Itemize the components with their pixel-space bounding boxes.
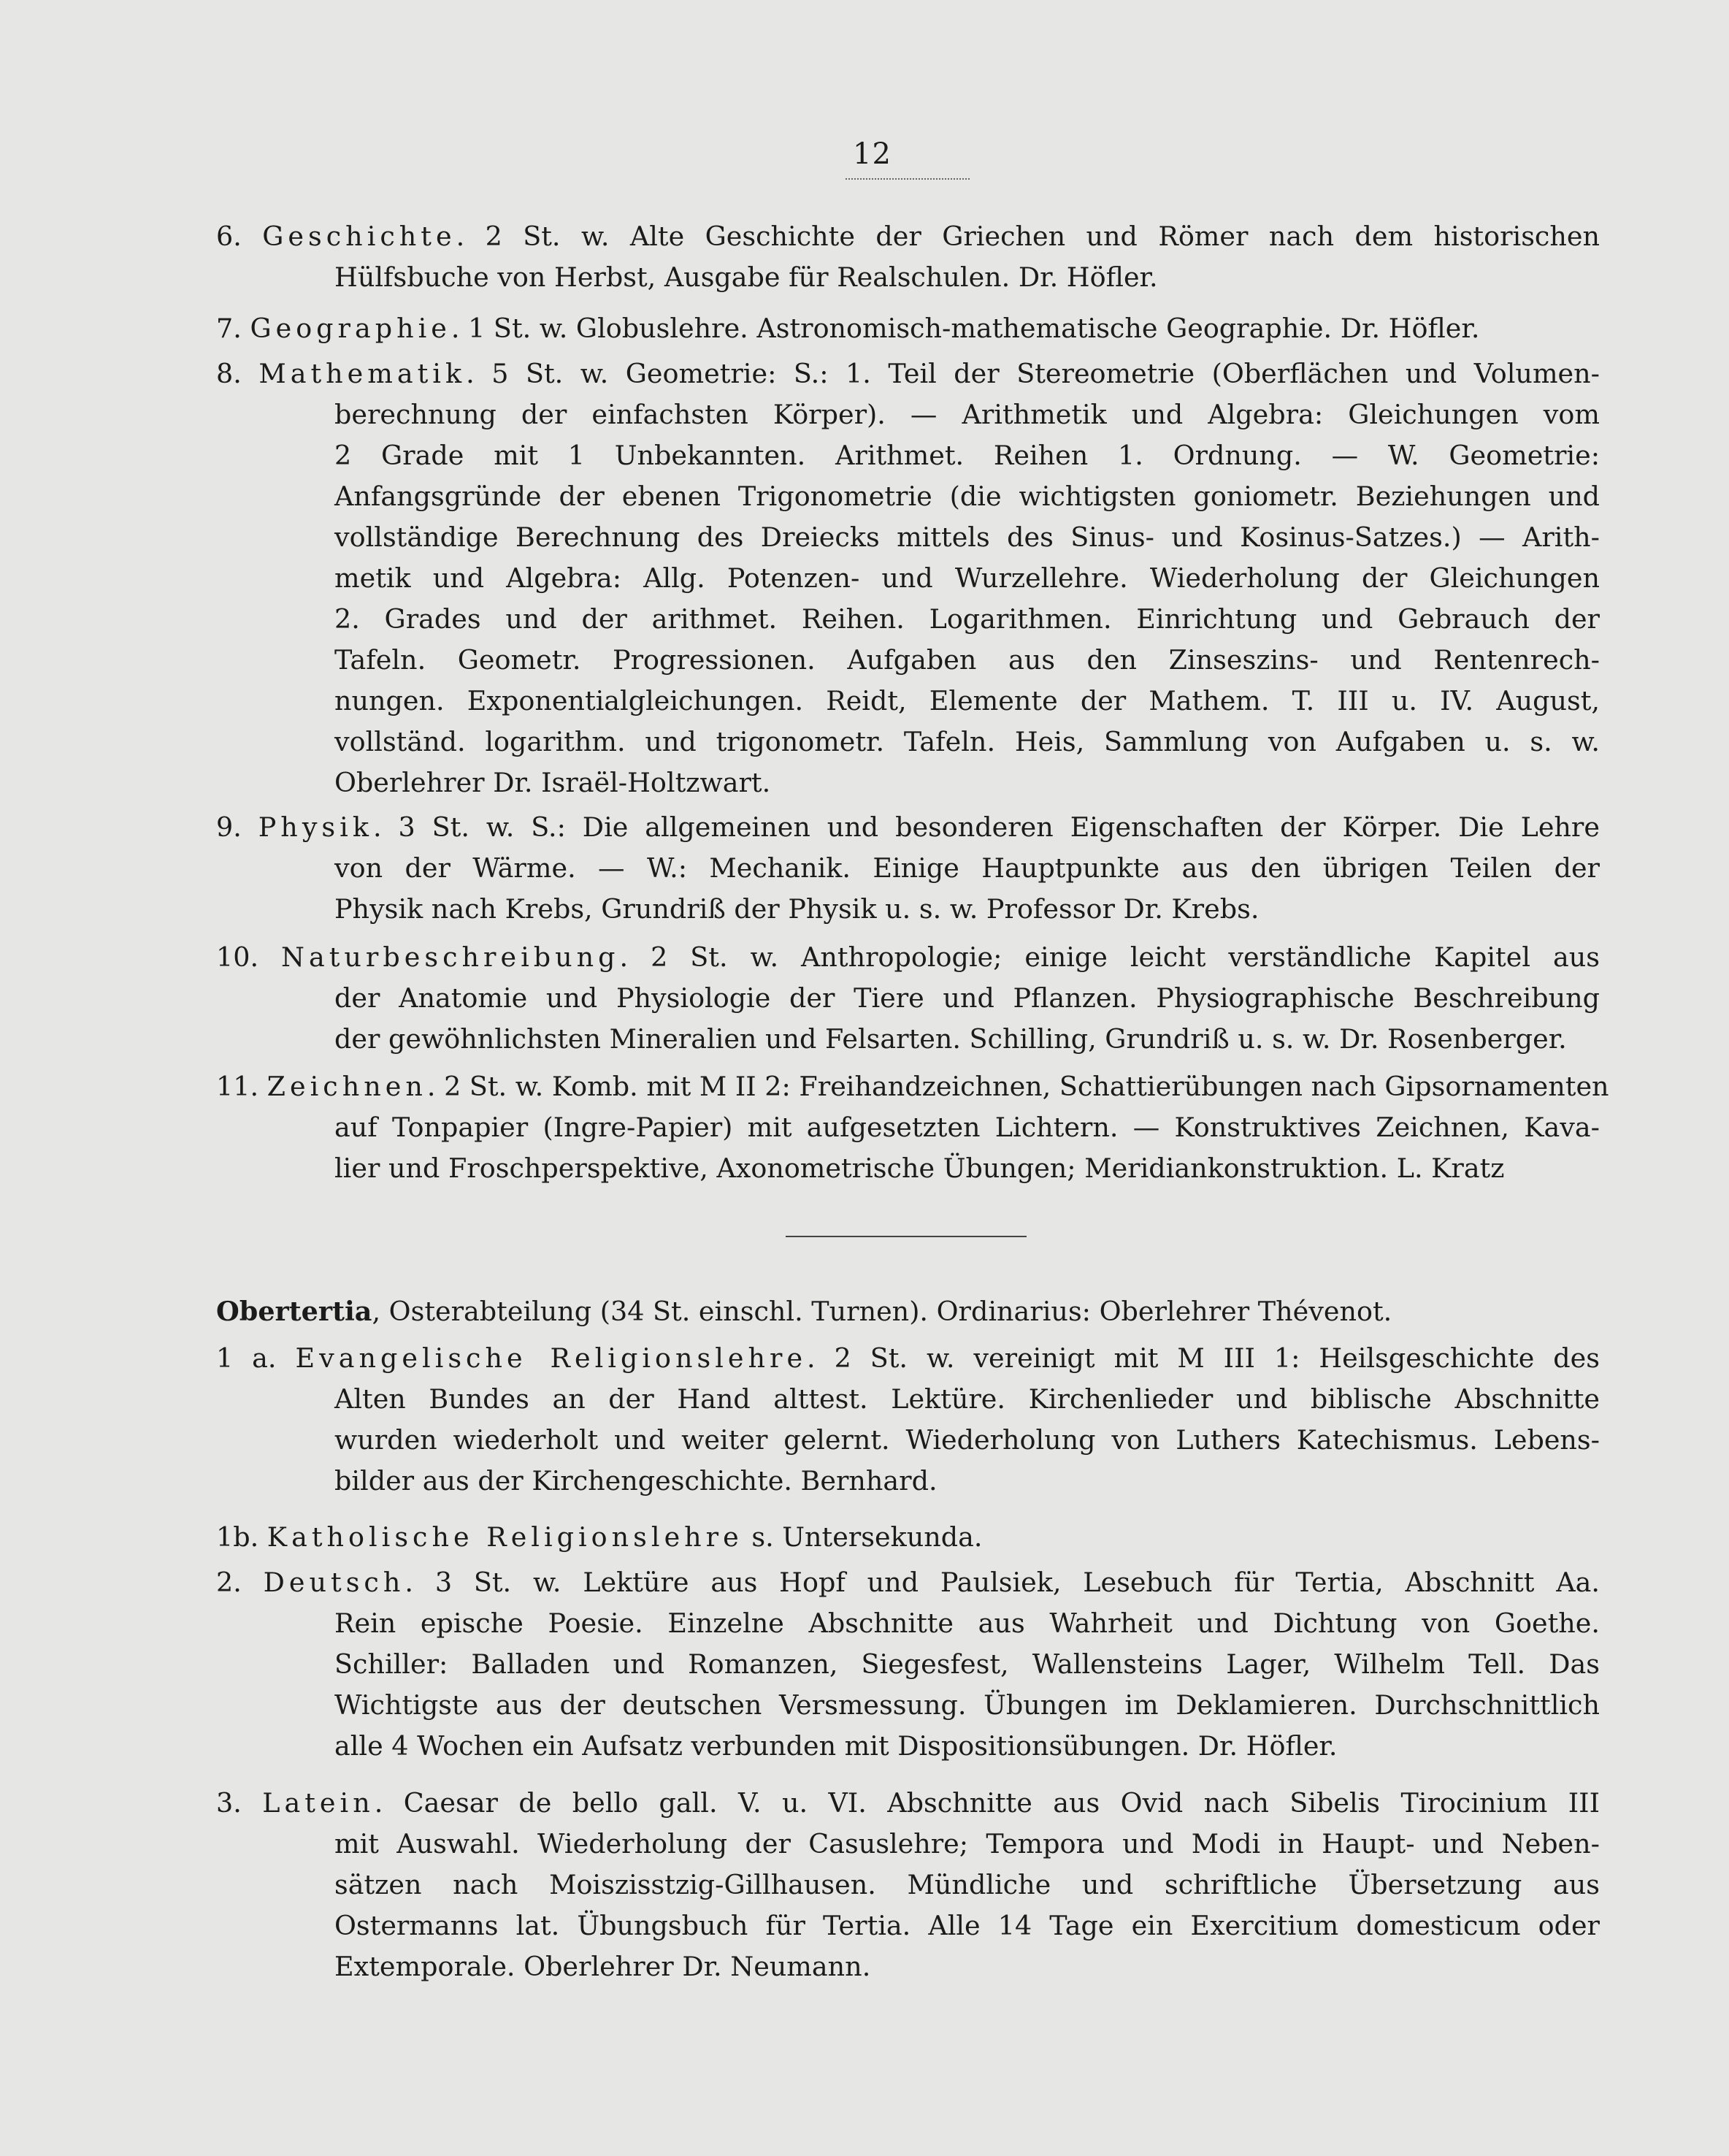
subject-name: Zeichnen — [267, 1071, 427, 1102]
subject-entry — [216, 353, 1600, 803]
entry-line — [216, 1019, 1600, 1060]
entry-line — [216, 599, 1600, 640]
entry-line — [216, 762, 1600, 803]
entry-text: . 1 St. w. Globuslehre. Astronomisch-mathematische Geographie. Dr. Höfler. — [451, 313, 1480, 344]
subject-name: Evangelische Religionslehre — [295, 1342, 808, 1374]
subject-entry — [216, 1562, 1600, 1767]
subject-entry — [216, 1517, 1600, 1558]
entry-line — [216, 1946, 1600, 1987]
section-heading — [216, 1291, 1600, 1332]
entry-text: vollständige Berechnung des Dreiecks mittels des Sinus- und Kosinus-Satzes.) — Arith- — [334, 521, 1600, 553]
entry-text: vollständ. logarithm. und trigonometr. Tafeln. Heis, Sammlung von Aufgaben u. s. w. — [334, 726, 1600, 757]
entry-text: . 5 St. w. Geometrie: S.: 1. Teil der Stereometrie (Oberflächen und Volumen- — [466, 358, 1600, 389]
entry-line — [216, 257, 1600, 298]
subject-name: Geographie — [250, 313, 451, 344]
entry-text: Physik nach Krebs, Grundriß der Physik u. s. w. Professor Dr. Krebs. — [334, 893, 1260, 925]
entry-text: 2 Grade mit 1 Unbekannten. Arithmet. Reihen 1. Ordnung. — W. Geometrie: — [334, 440, 1600, 471]
entry-number: 9. — [216, 811, 258, 843]
entry-line — [216, 476, 1600, 517]
subject-entry — [216, 1783, 1600, 1987]
subject-name: Mathematik — [258, 358, 467, 389]
entry-line — [216, 1562, 1600, 1603]
entry-text: wurden wiederholt und weiter gelernt. Wiederholung von Luthers Katechismus. Lebens- — [334, 1424, 1600, 1456]
entry-text: Wichtigste aus der deutschen Versmessung. Übungen im Deklamieren. Durchschnittlich — [334, 1689, 1600, 1721]
entry-number: 10. — [216, 941, 282, 973]
entry-line — [216, 807, 1600, 848]
entry-text: auf Tonpapier (Ingre-Papier) mit aufgesetzten Lichtern. — Konstruktives Zeichnen, Kava- — [334, 1112, 1600, 1143]
entry-line — [216, 1824, 1600, 1865]
subject-entry — [216, 1338, 1600, 1502]
entry-line — [216, 1338, 1600, 1379]
entry-text: Alten Bundes an der Hand alttest. Lektüre. Kirchenlieder und biblische Abschnitte — [334, 1383, 1600, 1415]
entry-number: 3. — [216, 1787, 263, 1819]
entry-line — [216, 1783, 1600, 1824]
entry-text: mit Auswahl. Wiederholung der Casuslehre; Tempora und Modi in Haupt- und Neben- — [334, 1828, 1600, 1859]
subject-name: Latein — [262, 1787, 375, 1819]
page-number-rule — [846, 178, 970, 180]
class-name: Obertertia — [216, 1296, 372, 1327]
entry-number: 1 a. — [216, 1342, 296, 1374]
subject-name: Physik — [258, 811, 373, 843]
entry-line — [216, 517, 1600, 558]
entry-text: sätzen nach Moiszisstzig-Gillhausen. Mündliche und schriftliche Übersetzung aus — [334, 1869, 1600, 1900]
entry-text: Tafeln. Geometr. Progressionen. Aufgaben aus den Zinseszins- und Rentenrech- — [334, 644, 1600, 676]
entry-text: . 3 St. w. S.: Die allgemeinen und besonderen Eigenschaften der Körper. Die Lehre — [372, 811, 1600, 843]
entry-line — [216, 1461, 1600, 1502]
entry-line — [216, 1066, 1609, 1107]
entry-text: Extemporale. Oberlehrer Dr. Neumann. — [334, 1951, 871, 1982]
subject-name: Naturbeschreibung — [281, 941, 620, 973]
entry-line — [216, 1726, 1600, 1767]
entry-number: 2. — [216, 1567, 264, 1598]
subject-entry — [216, 937, 1600, 1060]
entry-line — [216, 1905, 1600, 1946]
entry-line — [216, 1420, 1600, 1461]
subject-name: Deutsch — [263, 1567, 405, 1598]
entry-line — [216, 848, 1600, 889]
entry-text: metik und Algebra: Allg. Potenzen- und Wurzellehre. Wiederholung der Gleichungen — [334, 562, 1600, 594]
entry-text: Anfangsgründe der ebenen Trigonometrie (die wichtigsten goniometr. Beziehungen und — [334, 481, 1600, 512]
entry-text: Ostermanns lat. Übungsbuch für Tertia. Alle 14 Tage ein Exercitium domesticum oder — [334, 1910, 1600, 1941]
entry-text: . 3 St. w. Lektüre aus Hopf und Paulsiek, Lesebuch für Tertia, Abschnitt Aa. — [405, 1567, 1600, 1598]
entry-text: Oberlehrer Dr. Israël-Holtzwart. — [334, 767, 771, 798]
page-number: 12 — [853, 137, 892, 171]
entry-line — [216, 558, 1600, 599]
entry-line — [216, 1517, 1600, 1558]
entry-text: Hülfsbuche von Herbst, Ausgabe für Realschulen. Dr. Höfler. — [334, 261, 1158, 293]
entry-number: 6. — [216, 221, 263, 252]
entry-line — [216, 216, 1600, 257]
entry-number: 1b. — [216, 1521, 267, 1553]
entry-number: 7. — [216, 313, 250, 344]
entry-text: von der Wärme. — W.: Mechanik. Einige Hauptpunkte aus den übrigen Teilen der — [334, 852, 1600, 884]
subject-entry — [216, 1066, 1609, 1189]
entry-text: nungen. Exponentialgleichungen. Reidt, Elemente der Mathem. T. III u. IV. August, — [334, 685, 1600, 716]
entry-text: bilder aus der Kirchengeschichte. Bernhard. — [334, 1465, 938, 1496]
entry-text: . 2 St. w. Anthropologie; einige leicht verständliche Kapitel aus — [619, 941, 1600, 973]
entry-line — [216, 889, 1600, 930]
entry-line — [216, 1865, 1600, 1905]
entry-line — [216, 640, 1600, 681]
entry-text: . 2 St. w. vereinigt mit M III 1: Heilsgeschichte des — [807, 1342, 1600, 1374]
subject-entry — [216, 807, 1600, 930]
entry-line — [216, 722, 1600, 762]
entry-line — [216, 394, 1600, 435]
entry-text: . 2 St. w. Alte Geschichte der Griechen und Römer nach dem historischen — [456, 221, 1600, 252]
entry-line — [216, 1379, 1600, 1420]
entry-text: 2. Grades und der arithmet. Reihen. Logarithmen. Einrichtung und Gebrauch der — [334, 603, 1600, 635]
entry-text: s. Untersekunda. — [743, 1521, 983, 1553]
entry-line — [216, 681, 1600, 722]
entry-text: . 2 St. w. Komb. mit M II 2: Freihandzeichnen, Schattierübungen nach Gipsornamenten — [426, 1071, 1609, 1102]
entry-line — [216, 1148, 1600, 1189]
entry-line — [216, 353, 1600, 394]
subject-name: Geschichte — [262, 221, 456, 252]
entry-text: berechnung der einfachsten Körper). — Arithmetik und Algebra: Gleichungen vom — [334, 399, 1600, 430]
entry-line — [216, 1685, 1600, 1726]
entry-line — [216, 1603, 1600, 1644]
entry-line — [216, 978, 1600, 1019]
entry-text: alle 4 Wochen ein Aufsatz verbunden mit Dispositionsübungen. Dr. Höfler. — [334, 1730, 1338, 1762]
subject-name: Katholische Religionslehre — [267, 1521, 743, 1553]
class-heading-rest: , Osterabteilung (34 St. einschl. Turnen). Ordinarius: Oberlehrer Thévenot. — [372, 1296, 1392, 1327]
entry-text: Schiller: Balladen und Romanzen, Siegesfest, Wallensteins Lager, Wilhelm Tell. Das — [334, 1648, 1600, 1680]
entry-line — [216, 308, 1600, 349]
entry-text: . Caesar de bello gall. V. u. VI. Abschnitte aus Ovid nach Sibelis Tirocinium III — [374, 1787, 1600, 1819]
entry-text: Rein epische Poesie. Einzelne Abschnitte aus Wahrheit und Dichtung von Goethe. — [334, 1608, 1600, 1639]
entry-line — [216, 937, 1600, 978]
subject-entry — [216, 308, 1600, 349]
entry-number: 11. — [216, 1071, 267, 1102]
entry-line — [216, 1644, 1600, 1685]
entry-line — [216, 1107, 1600, 1148]
entry-number: 8. — [216, 358, 259, 389]
subject-entry — [216, 216, 1600, 298]
entry-text: lier und Froschperspektive, Axonometrische Übungen; Meridiankonstruktion. L. Kratz — [334, 1152, 1505, 1184]
section-divider — [786, 1236, 1027, 1237]
entry-line — [216, 435, 1600, 476]
entry-text: der gewöhnlichsten Mineralien und Felsarten. Schilling, Grundriß u. s. w. Dr. Rosenberger. — [334, 1023, 1567, 1055]
entry-text: der Anatomie und Physiologie der Tiere und Pflanzen. Physiographische Beschreibung — [334, 982, 1600, 1014]
